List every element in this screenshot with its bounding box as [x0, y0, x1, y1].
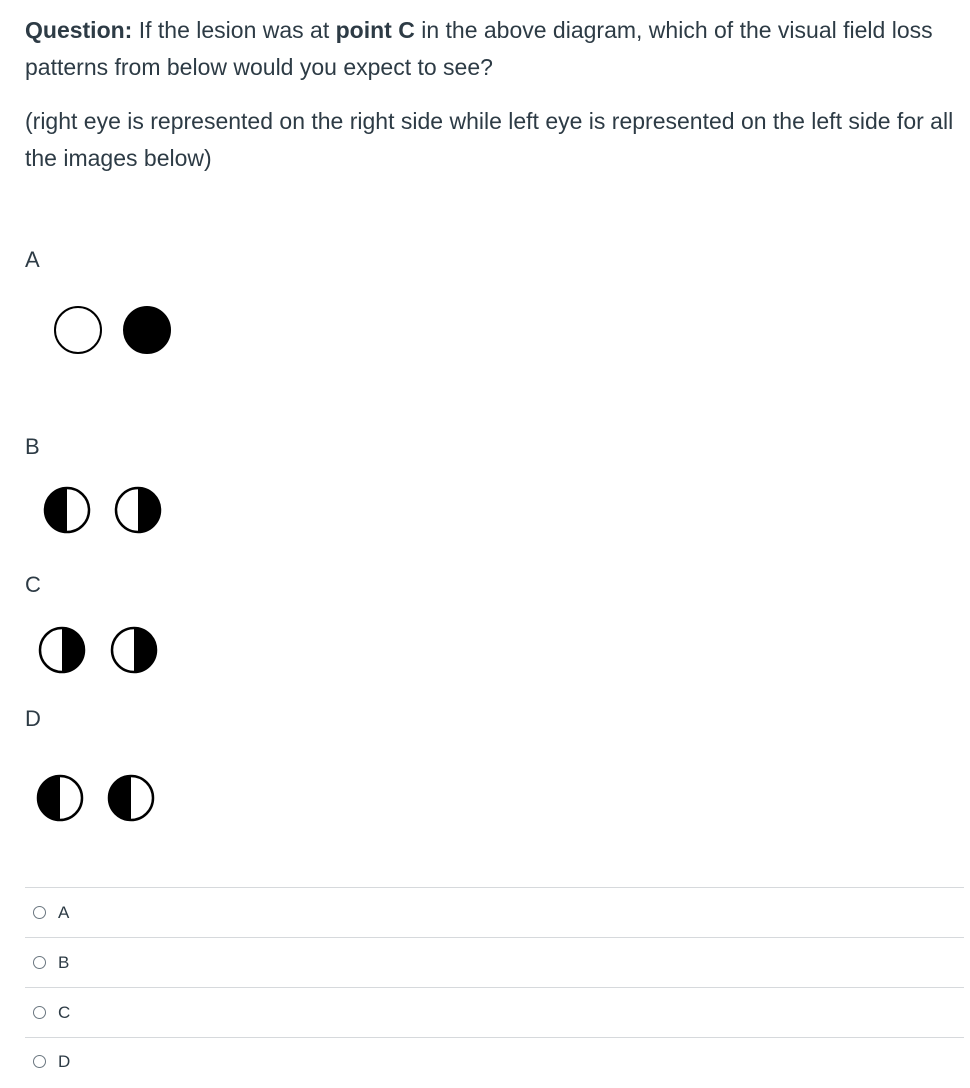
pattern-d-left-eye: [38, 776, 82, 820]
question-part2: in the above diagram, which of the visual field loss patterns from below would you expect to see?: [25, 17, 933, 80]
answer-option-d[interactable]: [25, 1037, 964, 1085]
pattern-c-right-eye: [112, 628, 156, 672]
question-part1: If the lesion was at: [132, 17, 336, 43]
pattern-label-a: A: [25, 247, 40, 272]
pattern-label-d: D: [25, 706, 41, 731]
pattern-b-figure: [40, 486, 170, 536]
pattern-b-right-eye: [116, 488, 160, 532]
answer-label: D: [58, 1051, 71, 1071]
pattern-c-left-eye: [40, 628, 84, 672]
answer-label: C: [58, 1002, 71, 1022]
pattern-a-left-eye: [55, 307, 101, 353]
answer-option-b[interactable]: [25, 937, 964, 987]
pattern-a-right-eye: [124, 307, 170, 353]
pattern-b-left-eye: [45, 488, 89, 532]
pattern-a-figure: [50, 305, 175, 357]
answer-option-a[interactable]: [25, 887, 964, 937]
answer-list: [25, 887, 964, 1085]
pattern-label-c: C: [25, 572, 41, 597]
question-emphasis: point C: [335, 17, 415, 43]
pattern-label-b: B: [25, 434, 40, 459]
answer-option-c[interactable]: [25, 987, 964, 1037]
radio-button[interactable]: [33, 906, 46, 919]
radio-button[interactable]: [33, 1006, 46, 1019]
radio-button[interactable]: [33, 1055, 46, 1068]
answer-label: B: [58, 952, 70, 972]
note-text: (right eye is represented on the right side while left eye is represented on the left side for all the images below): [25, 108, 954, 171]
pattern-d-right-eye: [109, 776, 153, 820]
pattern-d-figure: [33, 774, 163, 824]
answer-label: A: [58, 902, 70, 922]
question-lead: Question:: [25, 17, 133, 43]
radio-button[interactable]: [33, 956, 46, 969]
pattern-c-figure: [37, 626, 167, 676]
question-text: [25, 12, 960, 86]
